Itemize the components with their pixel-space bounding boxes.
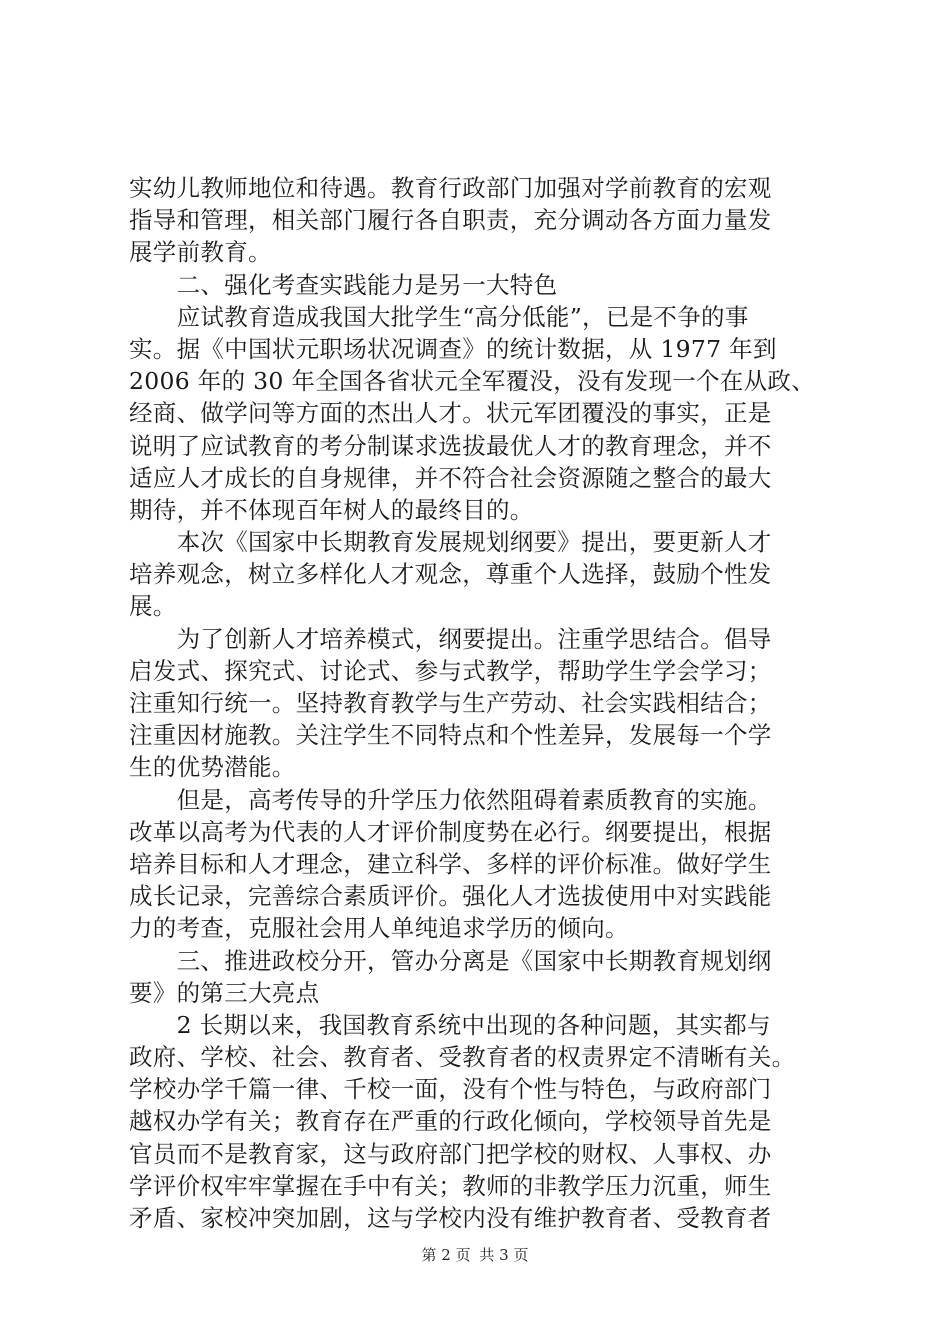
text-line: 生的优势潜能。 xyxy=(129,753,296,782)
text-line: 展。 xyxy=(129,592,177,621)
text-line: 三、推进政校分开，管办分离是《国家中长期教育规划纲 xyxy=(129,946,772,975)
text-line: 启发式、探究式、讨论式、参与式教学，帮助学生学会学习； xyxy=(129,656,772,685)
page-number: 第 2 页 xyxy=(421,1246,471,1264)
text-line: 2006 年的 30 年全国各省状元全军覆没，没有发现一个在从政、 xyxy=(129,367,816,396)
text-line: 要》的第三大亮点 xyxy=(129,978,320,1007)
text-line: 但是，高考传导的升学压力依然阻碍着素质教育的实施。 xyxy=(129,785,772,814)
text-line: 实幼儿教师地位和待遇。教育行政部门加强对学前教育的宏观 xyxy=(129,174,772,202)
text-line: 注重知行统一。坚持教育教学与生产劳动、社会实践相结合； xyxy=(129,689,772,717)
text-line: 注重因材施教。关注学生不同特点和个性差异，发展每一个学 xyxy=(129,721,772,750)
text-line: 学校办学千篇一律、千校一面，没有个性与特色，与政府部门 xyxy=(129,1075,772,1104)
text-line: 政府、学校、社会、教育者、受教育者的权责界定不清晰有关。 xyxy=(129,1043,796,1072)
text-line: 二、强化考查实践能力是另一大特色 xyxy=(129,270,558,299)
text-line: 2 长期以来，我国教育系统中出现的各种问题，其实都与 xyxy=(129,1010,771,1039)
page-footer xyxy=(0,1244,950,1265)
text-line: 官员而不是教育家，这与政府部门把学校的财权、人事权、办 xyxy=(129,1139,772,1168)
text-line: 改革以高考为代表的人才评价制度势在必行。纲要提出，根据 xyxy=(129,817,772,846)
text-line: 成长记录，完善综合素质评价。强化人才选拔使用中对实践能 xyxy=(129,882,772,911)
text-line: 培养观念，树立多样化人才观念，尊重个人选择，鼓励个性发 xyxy=(129,560,772,589)
text-line: 适应人才成长的自身规律，并不符合社会资源随之整合的最大 xyxy=(129,463,772,492)
text-line: 本次《国家中长期教育发展规划纲要》提出，要更新人才 xyxy=(129,528,772,557)
text-line: 为了创新人才培养模式，纲要提出。注重学思结合。倡导 xyxy=(129,624,772,653)
text-line: 指导和管理，相关部门履行各自职责，充分调动各方面力量发 xyxy=(129,206,772,235)
text-line: 矛盾、家校冲突加剧，这与学校内没有维护教育者、受教育者 xyxy=(129,1204,772,1232)
text-line: 展学前教育。 xyxy=(129,238,272,267)
text-line: 力的考查，克服社会用人单纯追求学历的倾向。 xyxy=(129,914,629,943)
text-line: 越权办学有关；教育存在严重的行政化倾向，学校领导首先是 xyxy=(129,1107,772,1136)
text-line: 培养目标和人才理念，建立科学、多样的评价标准。做好学生 xyxy=(129,849,772,878)
page-total: 共 3 页 xyxy=(479,1246,529,1264)
text-line: 学评价权牢牢掌握在手中有关；教师的非教学压力沉重，师生 xyxy=(129,1171,772,1200)
body-text xyxy=(129,172,849,1234)
text-line: 期待，并不体现百年树人的最终目的。 xyxy=(129,495,534,524)
text-line: 经商、做学问等方面的杰出人才。状元军团覆没的事实，正是 xyxy=(129,399,772,428)
text-line: 应试教育造成我国大批学生“高分低能”，已是不争的事 xyxy=(129,302,749,331)
text-line: 实。据《中国状元职场状况调查》的统计数据，从 1977 年到 xyxy=(129,334,777,363)
text-line: 说明了应试教育的考分制谋求选拔最优人才的教育理念，并不 xyxy=(129,431,772,460)
